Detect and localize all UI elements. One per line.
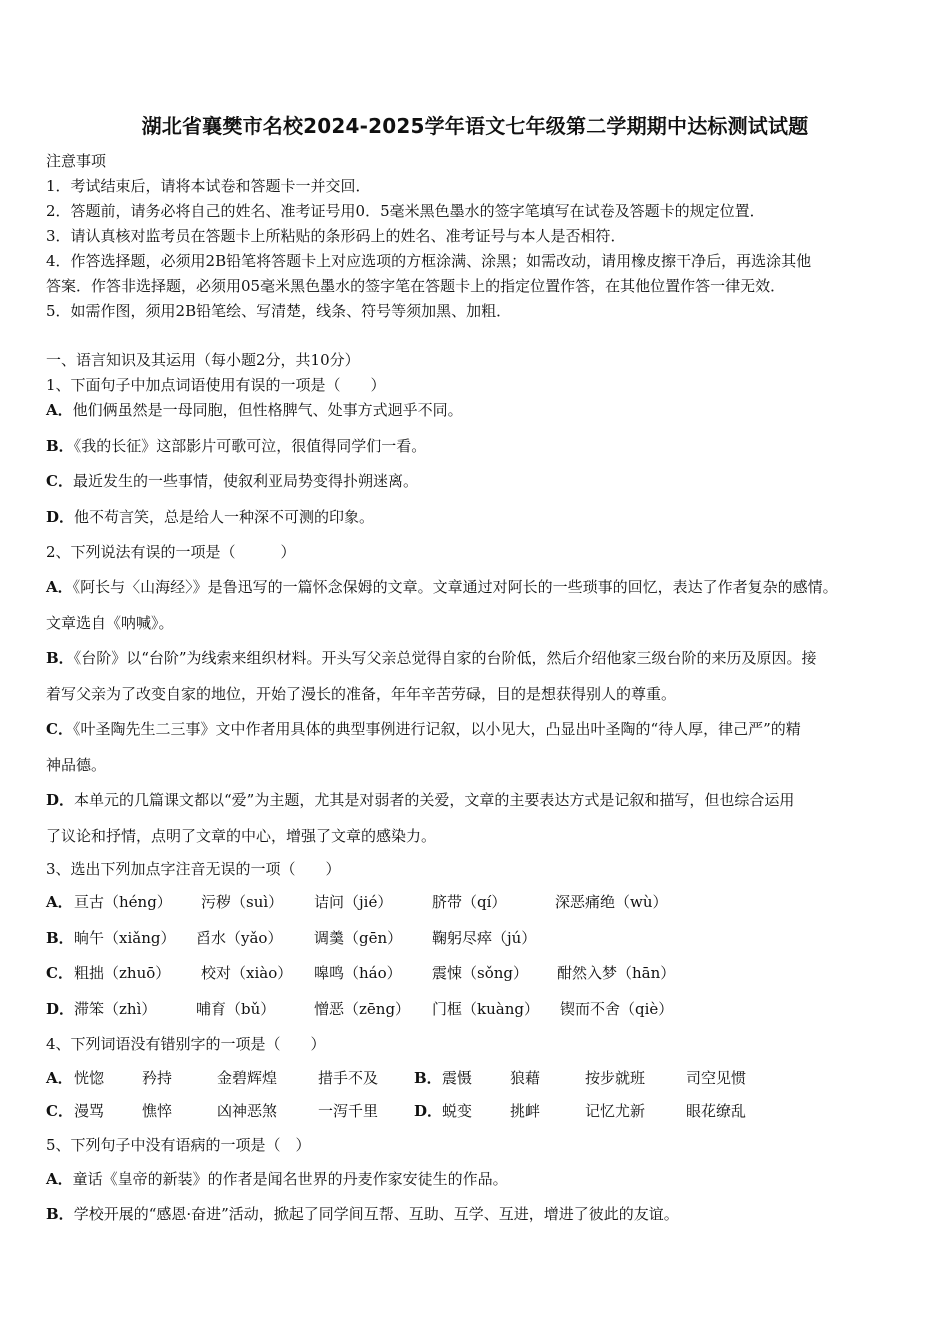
- pinyin-item: 门框（kuàng）: [432, 1000, 539, 1018]
- option-letter: D．: [46, 508, 75, 526]
- pinyin-item: 震悚（sǒng）: [432, 964, 528, 982]
- q1-option-d: [46, 507, 374, 527]
- q3-option-d: [46, 999, 906, 1019]
- option-text: 《阿长与〈山海经〉》是鲁迅写的一篇怀念保姆的文章。文章通过对阿长的一些琐事的回忆，表达了作者复杂的感情。: [72, 578, 838, 596]
- word-item: 司空见惯: [686, 1069, 747, 1087]
- option-letter: A．: [46, 401, 73, 419]
- q2-line: [46, 755, 106, 775]
- pinyin-item: 亘古（héng）: [74, 893, 172, 911]
- option-text: 神品德。: [46, 756, 107, 774]
- notice-item: 5．如需作图，须用2B铅笔绘、写清楚，线条、符号等须加黑、加粗．: [46, 302, 512, 320]
- q5-option-b: [46, 1204, 679, 1224]
- q2-line: [46, 577, 838, 597]
- option-letter: A．: [46, 578, 73, 596]
- notice-item: 4．作答选择题，必须用2B铅笔将答题卡上对应选项的方框涂满、涂黑；如需改动，请用橡皮擦干净后，再选涂其他: [46, 252, 812, 270]
- option-letter: C．: [46, 720, 73, 738]
- option-text: 《台阶》以“台阶”为线索来组织材料。开头写父亲总觉得自家的台阶低，然后介绍他家三级台阶的来历及原因。接: [73, 649, 817, 667]
- q2-line: [46, 613, 174, 633]
- q1-option-b: [46, 436, 426, 456]
- pinyin-item: 深恶痛绝（wù）: [555, 893, 668, 911]
- option-text: 了议论和抒情，点明了文章的中心，增强了文章的感染力。: [46, 827, 437, 845]
- pinyin-item: 酣然入梦（hān）: [557, 964, 676, 982]
- option-letter: B．: [46, 437, 74, 455]
- notice-item: 1．考试结束后，请将本试卷和答题卡一并交回．: [46, 177, 371, 195]
- q3-option-c: [46, 963, 906, 983]
- option-letter: A．: [46, 1170, 73, 1188]
- notice-item: 3．请认真核对监考员在答题卡上所粘贴的条形码上的姓名、准考证号与本人是否相符．: [46, 227, 626, 245]
- word-item: 按步就班: [585, 1069, 646, 1087]
- word-item: 恍惚: [74, 1069, 105, 1087]
- word-item: 蜕变: [442, 1102, 473, 1120]
- option-letter: D．: [414, 1102, 443, 1120]
- option-text: 本单元的几篇课文都以“爱”为主题，尤其是对弱者的关爱，文章的主要表达方式是记叙和描写，但也综合运用: [74, 791, 795, 809]
- option-text: 童话《皇帝的新装》的作者是闻名世界的丹麦作家安徒生的作品。: [72, 1170, 508, 1188]
- option-text: 《我的长征》这部影片可歌可泣，很值得同学们一看。: [73, 437, 427, 455]
- option-letter: D．: [46, 791, 75, 809]
- option-letter: B．: [46, 1205, 74, 1223]
- q3-option-b: [46, 928, 906, 948]
- q2-line: [46, 790, 794, 810]
- page-title: 湖北省襄樊市名校2024-2025学年语文七年级第二学期期中达标测试试题: [141, 114, 809, 138]
- option-letter: C．: [46, 964, 73, 982]
- word-item: 矜持: [142, 1069, 173, 1087]
- q2-line: [46, 826, 436, 846]
- option-text: 他们俩虽然是一母同胞，但性格脾气、处事方式迥乎不同。: [72, 401, 463, 419]
- pinyin-item: 诘问（jié）: [314, 893, 393, 911]
- option-letter: B．: [414, 1069, 442, 1087]
- option-letter: C．: [46, 1102, 73, 1120]
- option-letter: B．: [46, 929, 74, 947]
- pinyin-item: 调羹（gēn）: [314, 929, 403, 947]
- pinyin-item: 校对（xiào）: [201, 964, 293, 982]
- question-2-stem: 2、下列说法有误的一项是（ ）: [46, 543, 296, 561]
- word-item: 挑衅: [510, 1102, 541, 1120]
- option-text: 他不苟言笑，总是给人一种深不可测的印象。: [74, 508, 375, 526]
- q4-options-cd: [46, 1101, 906, 1121]
- word-item: 凶神恶煞: [217, 1102, 278, 1120]
- q5-option-a: [46, 1169, 508, 1189]
- q1-option-a: [46, 400, 463, 420]
- word-item: 震慑: [442, 1069, 473, 1087]
- pinyin-item: 哺育（bǔ）: [196, 1000, 276, 1018]
- option-text: 《叶圣陶先生二三事》文中作者用具体的典型事例进行记叙，以小见大，凸显出叶圣陶的“待人厚，律己严”的精: [72, 720, 801, 738]
- word-item: 措手不及: [318, 1069, 379, 1087]
- option-letter: C．: [46, 472, 73, 490]
- word-item: 记忆尤新: [585, 1102, 646, 1120]
- notice-item: 2．答题前，请务必将自己的姓名、准考证号用0．5毫米黑色墨水的签字笔填写在试卷及答题卡的规定位置．: [46, 202, 765, 220]
- word-item: 一泻千里: [318, 1102, 379, 1120]
- notice-item: 答案．作答非选择题，必须用05毫米黑色墨水的签字笔在答题卡上的指定位置作答，在其他位置作答一律无效．: [46, 277, 786, 295]
- option-text: 着写父亲为了改变自家的地位，开始了漫长的准备，年年辛苦劳碌，目的是想获得别人的尊重。: [46, 685, 677, 703]
- pinyin-item: 憎恶（zēng）: [314, 1000, 411, 1018]
- question-1-stem: 1、下面句子中加点词语使用有误的一项是（ ）: [46, 376, 386, 394]
- word-item: 漫骂: [74, 1102, 105, 1120]
- word-item: 眼花缭乱: [686, 1102, 747, 1120]
- pinyin-item: 嗥鸣（háo）: [314, 964, 402, 982]
- pinyin-item: 滞笨（zhì）: [74, 1000, 157, 1018]
- section-heading: 一、语言知识及其运用（每小题2分，共10分）: [46, 351, 360, 369]
- pinyin-item: 鞠躬尽瘁（jú）: [432, 929, 537, 947]
- pinyin-item: 粗拙（zhuō）: [74, 964, 171, 982]
- word-item: 憔悴: [142, 1102, 173, 1120]
- q3-option-a: [46, 892, 906, 912]
- option-text: 最近发生的一些事情，使叙利亚局势变得扑朔迷离。: [72, 472, 418, 490]
- pinyin-item: 脐带（qí）: [432, 893, 507, 911]
- q4-options-ab: [46, 1068, 906, 1088]
- option-letter: A．: [46, 1069, 73, 1087]
- q2-line: [46, 648, 817, 668]
- option-letter: A．: [46, 893, 73, 911]
- pinyin-item: 舀水（yǎo）: [196, 929, 283, 947]
- question-4-stem: 4、下列词语没有错别字的一项是（ ）: [46, 1035, 326, 1053]
- option-letter: D．: [46, 1000, 75, 1018]
- option-text: 文章选自《呐喊》。: [46, 614, 174, 632]
- option-letter: B．: [46, 649, 74, 667]
- q1-option-c: [46, 471, 418, 491]
- word-item: 狼藉: [510, 1069, 541, 1087]
- option-text: 学校开展的“感恩·奋进”活动，掀起了同学间互帮、互助、互学、互进，增进了彼此的友谊。: [73, 1205, 679, 1223]
- q2-line: [46, 719, 801, 739]
- q2-line: [46, 684, 676, 704]
- question-3-stem: 3、选出下列加点字注音无误的一项（ ）: [46, 860, 341, 878]
- notice-heading: 注意事项: [46, 152, 107, 170]
- pinyin-item: 污秽（suì）: [201, 893, 284, 911]
- pinyin-item: 晌午（xiǎng）: [74, 929, 176, 947]
- pinyin-item: 锲而不舍（qiè）: [560, 1000, 674, 1018]
- word-item: 金碧辉煌: [217, 1069, 278, 1087]
- question-5-stem: 5、下列句子中没有语病的一项是（ ）: [46, 1136, 311, 1154]
